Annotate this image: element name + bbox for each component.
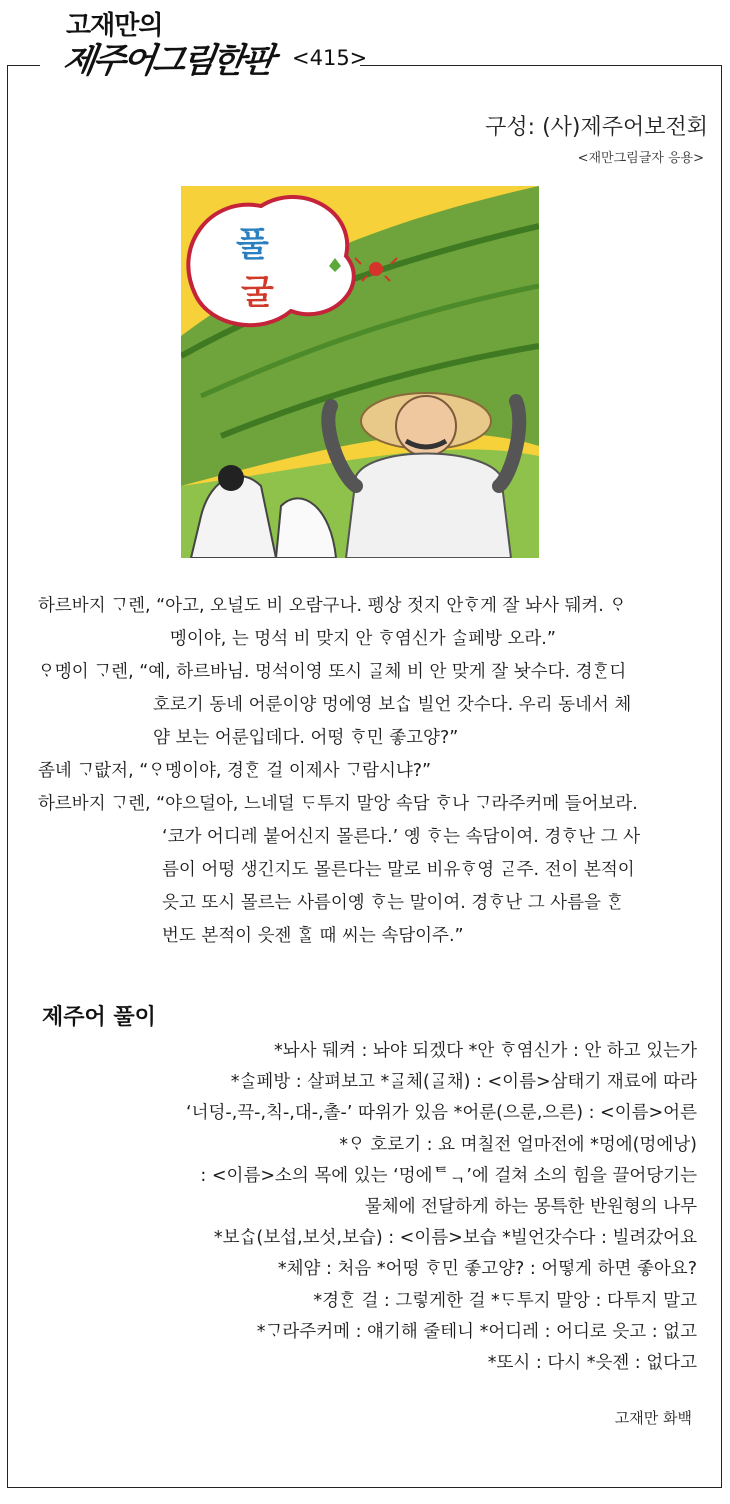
dialogue-line: 하르바지 ᄀᆞ렌, “야으덜아, 느네덜 ᄃᆞ투지 말앙 속담 ᄒᆞ나 ᄀᆞ라주커메 들어보라. xyxy=(38,794,638,814)
dialogue-line: ᄋᆞ멩이 ᄀᆞ렌, “예, 하르바님. 멍석이영 또시 ᄀᆞᆯ체 비 안 맞게 잘 놧수다. 경ᄒᆞᆫ디 xyxy=(38,662,627,682)
dialogue-line: 하르바지 ᄀᆞ렌, “아고, 오널도 비 오람구나. 펭상 젓지 안ᄒᆞ게 잘 놔사 뒈켜. ᄋᆞ xyxy=(38,596,627,616)
glossary-line: : <이름>소의 목에 있는 ‘멍에ᄐᆨ’에 걸쳐 소의 힘을 끌어당기는 xyxy=(200,1165,697,1186)
glossary-line: *ᄋᆞ 호로기 : 요 며칠전 얼마전에 *멍에(멍에낭) xyxy=(339,1134,697,1155)
dialogue-line: 읏고 또시 몰르는 사름이옝 ᄒᆞ는 말이여. 경ᄒᆞ난 그 사름을 ᄒᆞᆫ xyxy=(162,893,624,913)
glossary-line: *보ᄉᆞᆸ(보섭,보섯,보습) : <이름>보습 *빌언갓수다 : 빌려갔어요 xyxy=(213,1228,697,1249)
dialogue-line: 좀녜 ᄀᆞ랎저, “ᄋᆞ멩이야, 경ᄒᆞᆫ 걸 이제사 ᄀᆞ람시냐?” xyxy=(38,761,432,781)
credit-note: <재만그림글자 응용> xyxy=(577,151,704,166)
grandfather-body xyxy=(346,454,511,559)
dialogue-line: 멩이야, 는 멍석 비 맞지 안 ᄒᆞ염신가 ᄉᆞᆯ페방 오라.” xyxy=(170,629,556,649)
glossary-title: 제주어 풀이 xyxy=(42,1005,156,1030)
dialogue-line: 호로기 동네 어룬이양 멍에영 보ᄉᆞᆸ 빌언 갓수다. 우리 동네서 체 xyxy=(153,695,632,715)
glossary-line: *ᄉᆞᆯ페방 : 살펴보고 *ᄀᆞᆯ체(ᄀᆞᆯ채) : <이름>삼태기 재료에 따라 xyxy=(230,1072,697,1093)
dialogue-line: 번도 본적이 읏젠 ᄒᆞᆯ 때 씨는 속담이주.” xyxy=(162,926,464,946)
issue-number: <415> xyxy=(292,46,368,70)
brand-small-title: 고재만의 xyxy=(66,11,163,41)
glossary-block xyxy=(186,1036,697,1379)
glossary-line: *ᄀᆞ라주커메 : 얘기해 줄테니 *어디레 : 어디로 읏고 : 없고 xyxy=(256,1321,697,1342)
glossary-line: ‘너덩-,끅-,칙-,대-,촐-’ 따위가 있음 *어룬(으룬,으른) : <이름>어른 xyxy=(186,1103,697,1124)
glossary-line: *경ᄒᆞᆫ 걸 : 그렇게한 걸 *ᄃᆞ투지 말앙 : 다투지 말고 xyxy=(313,1290,697,1311)
glossary-line: 물체에 전달하게 하는 몽특한 반원형의 나무 xyxy=(364,1197,697,1218)
credit-organization: 구성: (사)제주어보전회 xyxy=(485,115,708,140)
cartoon-illustration xyxy=(181,186,539,558)
glossary-line: *놔사 뒈켜 : 놔야 되겠다 *안 ᄒᆞ염신가 : 안 하고 있는가 xyxy=(273,1041,697,1061)
title-glyph-bottom: 굴 xyxy=(241,273,274,313)
crab-icon xyxy=(369,262,383,276)
glossary-line: *또시 : 다시 *읏젠 : 없다고 xyxy=(487,1353,697,1374)
dialogue-line: 름이 어떵 생긴지도 몰른다는 말로 비유ᄒᆞ영 ᄀᆞᆮ주. 전이 본적이 xyxy=(162,860,635,880)
artist-credit: 고재만 화백 xyxy=(614,1409,692,1427)
dialogue-line: 얌 보는 어룬입데다. 어떵 ᄒᆞ민 좋고양?” xyxy=(153,728,459,748)
title-glyph-top: 풀 xyxy=(236,225,269,265)
glossary-line: *체얌 : 처음 *어떵 ᄒᆞ민 좋고양? : 어떻게 하면 좋아요? xyxy=(277,1259,697,1280)
child-hair xyxy=(218,465,244,491)
dialogue-line: ‘코가 어디레 붙어신지 몰른다.’ 옝 ᄒᆞ는 속담이여. 경ᄒᆞ난 그 사 xyxy=(162,827,641,847)
brand-logo-title: 제주어그림한판 xyxy=(60,41,275,81)
